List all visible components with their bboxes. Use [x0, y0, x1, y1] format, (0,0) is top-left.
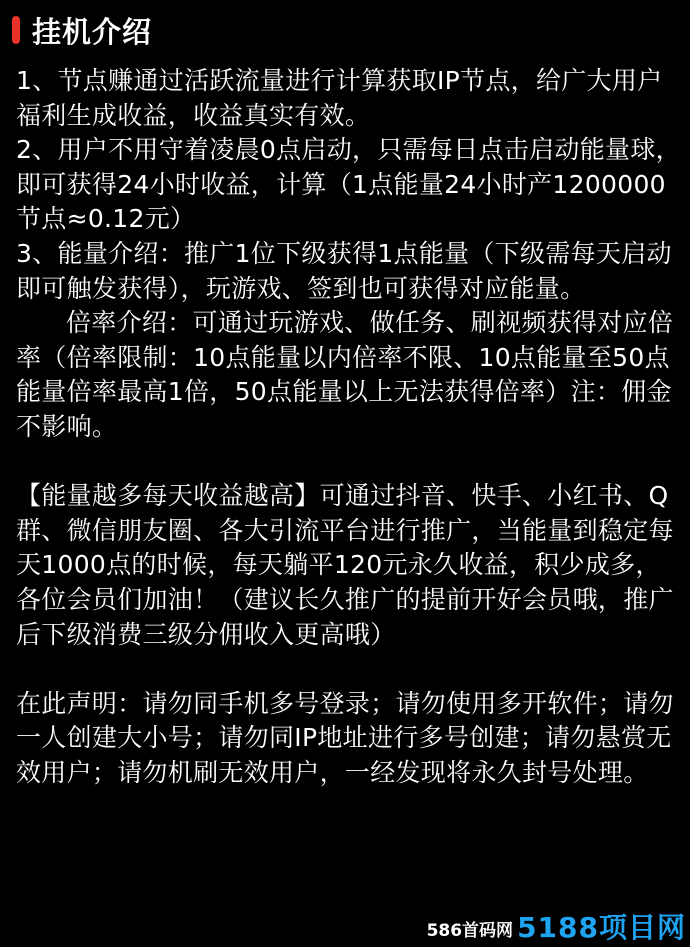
- paragraph-promotion: 【能量越多每天收益越高】可通过抖音、快手、小红书、Q群、微信朋友圈、各大引流平台进行推广，当能量到稳定每天1000点的时候，每天躺平120元永久收益，积少成多，各位会员们加油！（建议长久推广的提前开好会员哦，推广后下级消费三级分佣收入更高哦）: [16, 481, 674, 649]
- accent-bar: [12, 16, 20, 44]
- paragraph-multiplier-intro: 倍率介绍：可通过玩游戏、做任务、刷视频获得对应倍率（倍率限制：10点能量以内倍率不限、10点能量至50点能量倍率最高1倍，50点能量以上无法获得倍率）注：佣金不影响。: [16, 308, 674, 441]
- section-header: [12, 10, 152, 50]
- watermark-site-5188: 5188项目网: [517, 911, 686, 944]
- paragraph-spacer: [16, 652, 682, 687]
- page-title: 挂机介绍: [32, 14, 153, 49]
- paragraph-declaration: 在此声明：请勿同手机多号登录；请勿使用多开软件；请勿一人创建大小号；请勿同IP地址进行多号创建；请勿悬赏无效用户；请勿机刷无效用户，一经发现将永久封号处理。: [16, 688, 674, 787]
- watermark-site-586: 586首码网: [426, 921, 514, 941]
- paragraph-node-earnings: 1、节点赚通过活跃流量进行计算获取IP节点，给广大用户福利生成收益，收益真实有效。: [16, 66, 663, 130]
- paragraph-energy-intro: 3、能量介绍：推广1位下级获得1点能量（下级需每天启动即可触发获得），玩游戏、签到也可获得对应能量。: [16, 238, 672, 303]
- intro-content: [16, 64, 682, 790]
- watermark: [427, 913, 686, 943]
- paragraph-start-energy-ball: 2、用户不用守着凌晨0点启动，只需每日点击启动能量球，即可获得24小时收益，计算（1点能量24小时产1200000节点≈0.12元）: [16, 135, 681, 234]
- paragraph-spacer: [16, 445, 682, 480]
